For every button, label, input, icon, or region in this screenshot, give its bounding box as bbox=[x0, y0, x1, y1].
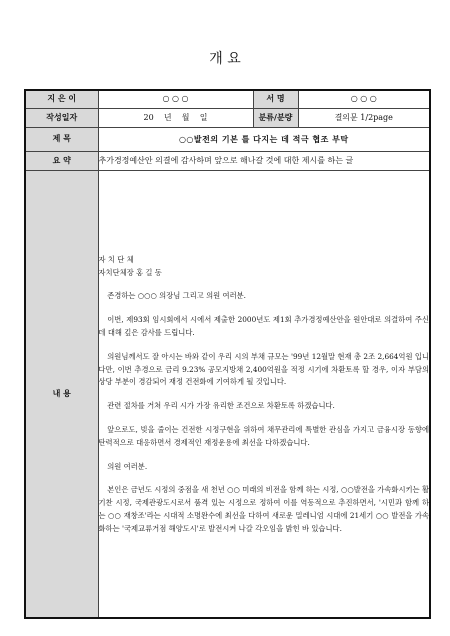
content-body bbox=[98, 170, 430, 618]
paragraph-thanks: 이번, 제93회 임시회에서 시에서 제출한 2000년도 제1회 추가경정예산안을 원안대로 의결하여 주신데 대해 깊은 감사를 드립니다. bbox=[98, 315, 429, 338]
content-row bbox=[25, 170, 430, 618]
author-label: 지 은 이 bbox=[25, 90, 98, 108]
summary-label: 요 약 bbox=[25, 151, 98, 170]
recipient-line-1: 자 치 단 체 bbox=[98, 254, 134, 264]
paragraph-greeting: 존경하는 ○○○ 의장님 그리고 의원 여러분. bbox=[107, 291, 246, 301]
paragraph-fiscal-policy: 앞으로도, 빚을 줄이는 건전한 시정구현을 위하여 채무관리에 특별한 관심을 가지고 금융시장 동향에 탄력적으로 대응하면서 경제적인 재정운용에 최선을 다하겠습니다. bbox=[98, 425, 429, 447]
paragraph-address: 의원 여러분. bbox=[107, 461, 148, 471]
category-value: 결의문 1/2page bbox=[298, 108, 430, 127]
summary-form-table bbox=[24, 89, 431, 619]
author-value: ○ ○ ○ bbox=[98, 90, 253, 108]
date-row bbox=[25, 108, 430, 127]
summary-value: 추가경정예산안 의결에 감사하며 앞으로 해나갈 것에 대한 제시를 하는 글 bbox=[98, 151, 430, 170]
document-title: 개 요 bbox=[209, 51, 241, 67]
category-label: 분류/분량 bbox=[253, 108, 298, 127]
paragraph-debt: 의원님께서도 잘 아시는 바와 같이 우리 시의 부채 규모는 '99년 12월말 현재 총 2조 2,664억원 입니다만, 이번 추경으로 금리 9.23% 공모지방채 2,400억원을 적정 시기에 차환토록 할 경우, 이자 부담의 상당 부분이 경감되어 재정 건전화에 기여하게 될 것입니다. bbox=[98, 351, 429, 387]
author-row bbox=[25, 90, 430, 108]
paragraph-vision: 본인은 금년도 시정의 중점을 새 천년 ○○ 미래의 비전을 함께 하는 시정, ○○발전을 가속화시키는 활기찬 시정, 국제관광도시로서 품격 있는 시정으로 정하여 이를 역동적으로 추진하면서, '시민과 함께 하는 ○○ 재창조'라는 시대적 소명완수에 최선을 다하여 새로운 밀레니엄 시대에 21세기 ○○ 발전을 가속화하는 '국제교류거점 해양도시'로 발전시켜 나갈 각오임을 밝힌 바 있습니다. bbox=[98, 485, 429, 533]
summary-row bbox=[25, 151, 430, 170]
date-label: 작성일자 bbox=[25, 108, 98, 127]
paragraph-refinance: 관련 절차를 거쳐 우리 시가 가장 유리한 조건으로 차환토록 하겠습니다. bbox=[107, 401, 335, 411]
subject-value: ○○발전의 기본 틀 다지는 데 적극 협조 부탁 bbox=[98, 127, 430, 151]
recipient-line-2: 자치단체장 홍 길 동 bbox=[98, 267, 162, 277]
signature-label: 서 명 bbox=[253, 90, 298, 108]
subject-label: 제 목 bbox=[25, 127, 98, 151]
signature-value: ○ ○ ○ bbox=[298, 90, 430, 108]
content-label: 내 용 bbox=[25, 170, 98, 618]
subject-row bbox=[25, 127, 430, 151]
date-value: 20 년 월 일 bbox=[98, 108, 253, 127]
